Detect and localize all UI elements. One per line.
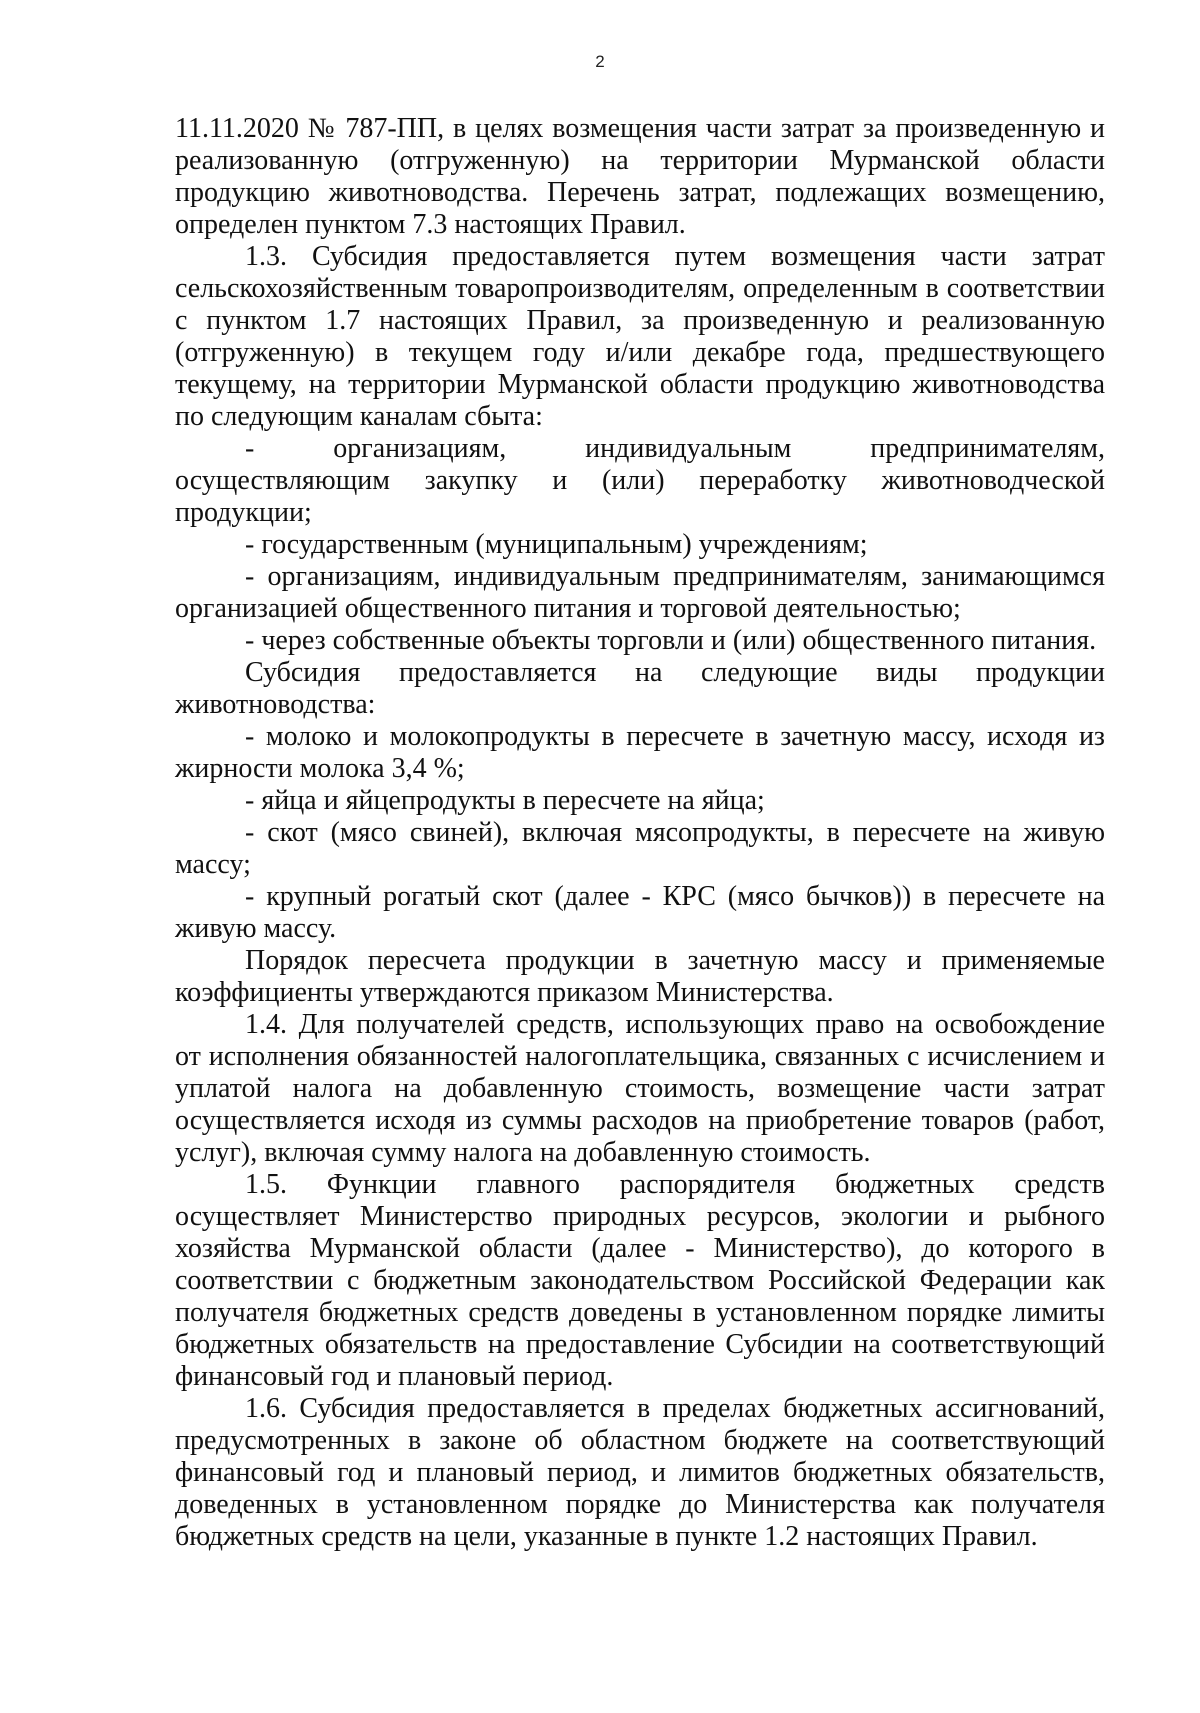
list-item: - крупный рогатый скот (далее - КРС (мясо бычков)) в пересчете на живую массу. <box>175 881 1105 944</box>
document-body <box>175 113 1105 1553</box>
paragraph: Порядок пересчета продукции в зачетную массу и применяемые коэффициенты утверждаются приказом Министерства. <box>175 945 1105 1008</box>
paragraph: 11.11.2020 № 787-ПП, в целях возмещения части затрат за произведенную и реализованную (отгруженную) на территории Мурманской области продукцию животноводства. Перечень затрат, подлежащих возмещению, определен пунктом 7.3 настоящих Правил. <box>175 113 1105 240</box>
list-item: - организациям, индивидуальным предпринимателям, осуществляющим закупку и (или) переработку животноводческой продукции; <box>175 433 1105 528</box>
paragraph: 1.5. Функции главного распорядителя бюджетных средств осуществляет Министерство природных ресурсов, экологии и рыбного хозяйства Мурманской области (далее - Министерство), до которого в соответствии с бюджетным законодательством Российской Федерации как получателя бюджетных средств доведены в установленном порядке лимиты бюджетных обязательств на предоставление Субсидии на соответствующий финансовый год и плановый период. <box>175 1169 1105 1392</box>
list-item: - скот (мясо свиней), включая мясопродукты, в пересчете на живую массу; <box>175 817 1105 880</box>
list-item: - организациям, индивидуальным предпринимателям, занимающимся организацией общественного питания и торговой деятельностью; <box>175 561 1105 624</box>
paragraph: 1.3. Субсидия предоставляется путем возмещения части затрат сельскохозяйственным товаропроизводителям, определенным в соответствии с пунктом 1.7 настоящих Правил, за произведенную и реализованную (отгруженную) в текущем году и/или декабре года, предшествующего текущему, на территории Мурманской области продукцию животноводства по следующим каналам сбыта: <box>175 241 1105 432</box>
list-item: - молоко и молокопродукты в пересчете в зачетную массу, исходя из жирности молока 3,4 %; <box>175 721 1105 784</box>
list-item: - яйца и яйцепродукты в пересчете на яйца; <box>245 785 765 816</box>
paragraph: Субсидия предоставляется на следующие виды продукции животноводства: <box>175 657 1105 720</box>
paragraph: 1.6. Субсидия предоставляется в пределах бюджетных ассигнований, предусмотренных в законе об областном бюджете на соответствующий финансовый год и плановый период, и лимитов бюджетных обязательств, доведенных в установленном порядке до Министерства как получателя бюджетных средств на цели, указанные в пункте 1.2 настоящих Правил. <box>175 1393 1105 1552</box>
page-number: 2 <box>595 52 605 71</box>
paragraph: 1.4. Для получателей средств, использующих право на освобождение от исполнения обязанностей налогоплательщика, связанных с исчислением и уплатой налога на добавленную стоимость, возмещение части затрат осуществляется исходя из суммы расходов на приобретение товаров (работ, услуг), включая сумму налога на добавленную стоимость. <box>175 1009 1105 1168</box>
list-item: - через собственные объекты торговли и (или) общественного питания. <box>245 625 1097 656</box>
list-item: - государственным (муниципальным) учреждениям; <box>245 529 868 560</box>
